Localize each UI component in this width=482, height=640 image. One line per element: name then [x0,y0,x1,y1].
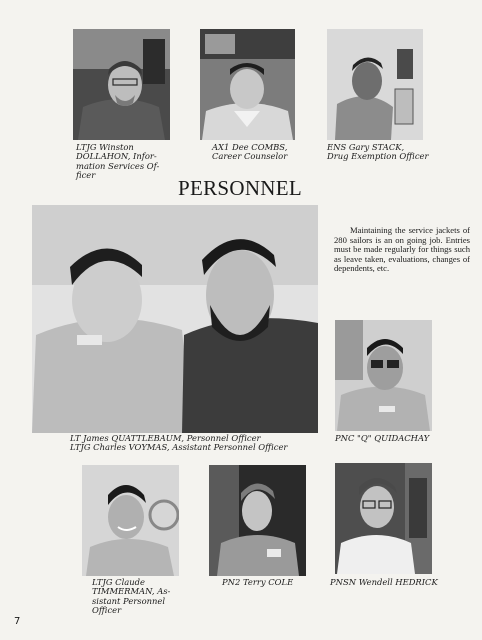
body-paragraph: Maintaining the service jackets of 280 sailors is an on going job. Entries must be made regularly for things such as leave taken, evaluations, changes of dependents, etc. [334,225,470,274]
page-number: 7 [14,616,21,627]
caption-quattlebaum-voymas: LT James QUATTLEBAUM, Personnel Officer LTJG Charles VOYMAS, Assistant Personnel Officer [70,433,288,453]
photo-timmerman [82,465,179,576]
caption-stack: ENS Gary STACK, Drug Exemption Officer [327,142,429,162]
photo-quidachay [335,320,432,431]
photo-cole [209,465,306,576]
caption-quidachay: PNC "Q" QUIDACHAY [335,433,430,443]
photo-stack [327,29,423,140]
caption-hedrick: PNSN Wendell HEDRICK [330,577,438,587]
caption-cole: PN2 Terry COLE [222,577,294,587]
photo-combs [200,29,295,140]
photo-dollahon [73,29,170,140]
photo-quattlebaum-voymas [32,205,318,433]
page-title: PERSONNEL [177,176,303,200]
caption-dollahon: LTJG Winston DOLLAHON, Infor- mation Services Of- ficer [76,142,160,181]
caption-combs: AX1 Dee COMBS, Career Counselor [212,142,288,162]
photo-hedrick [335,463,432,574]
caption-timmerman: LTJG Claude TIMMERMAN, As- sistant Personnel Officer [92,577,171,616]
